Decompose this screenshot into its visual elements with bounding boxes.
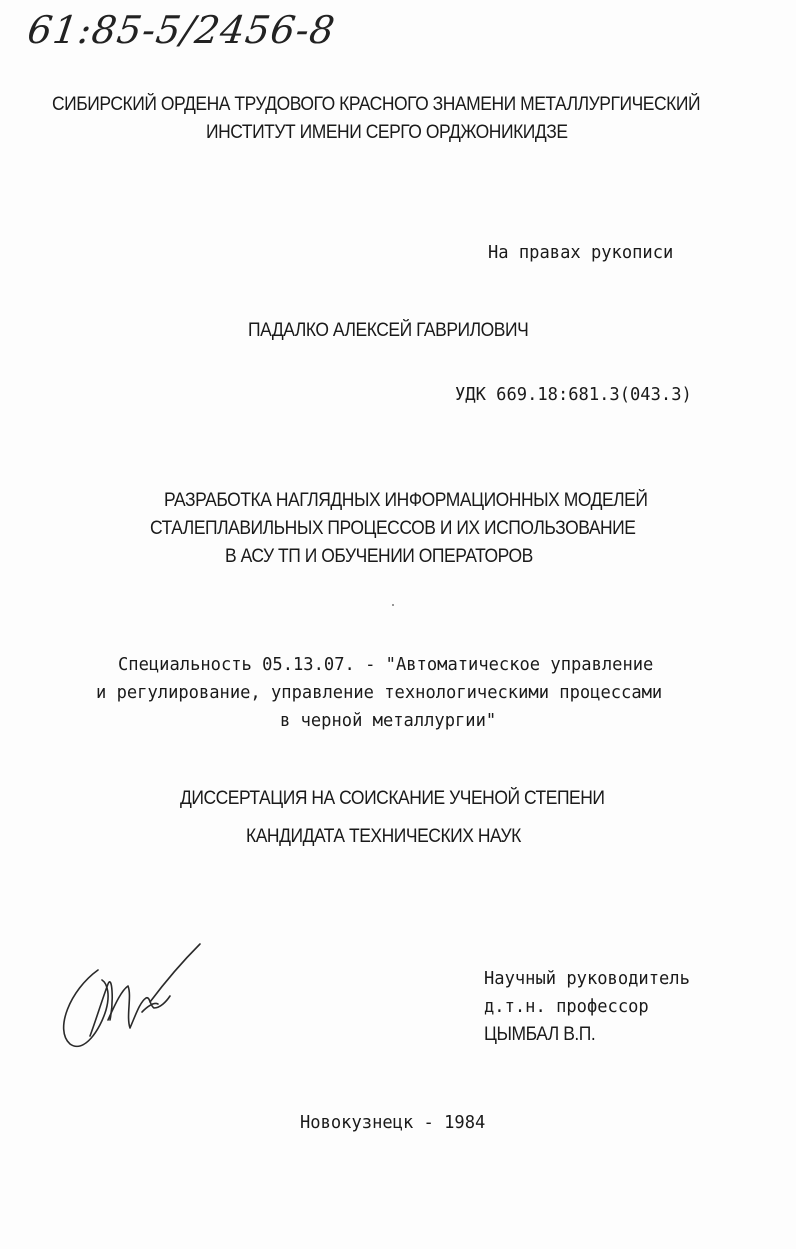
udc-code: УДК 669.18:681.3(043.3): [455, 384, 692, 405]
signature-scribble: [50, 940, 220, 1060]
title-line-3: В АСУ ТП И ОБУЧЕНИИ ОПЕРАТОРОВ: [225, 546, 533, 567]
title-line-1: РАЗРАБОТКА НАГЛЯДНЫХ ИНФОРМАЦИОННЫХ МОДЕЛЕЙ: [164, 490, 648, 511]
speck: [392, 604, 394, 606]
degree-line-2: КАНДИДАТА ТЕХНИЧЕСКИХ НАУК: [246, 826, 521, 847]
supervisor-name: ЦЫМБАЛ В.П.: [484, 1024, 596, 1045]
author-name: ПАДАЛКО АЛЕКСЕЙ ГАВРИЛОВИЧ: [248, 320, 529, 341]
specialty-line-1: Специальность 05.13.07. - "Автоматическое управление: [118, 654, 654, 675]
manuscript-note: На правах рукописи: [488, 242, 674, 263]
institute-line-1: СИБИРСКИЙ ОРДЕНА ТРУДОВОГО КРАСНОГО ЗНАМЕНИ МЕТАЛЛУРГИЧЕСКИЙ: [52, 94, 701, 115]
supervisor-role: Научный руководитель: [484, 968, 690, 989]
supervisor-degree: д.т.н. профессор: [484, 996, 649, 1017]
specialty-line-2: и регулирование, управление технологическими процессами: [96, 682, 663, 703]
title-line-2: СТАЛЕПЛАВИЛЬНЫХ ПРОЦЕССОВ И ИХ ИСПОЛЬЗОВАНИЕ: [150, 518, 636, 539]
archive-code-handwritten: 61:85-5/2456-8: [24, 8, 339, 52]
institute-line-2: ИНСТИТУТ ИМЕНИ СЕРГО ОРДЖОНИКИДЗЕ: [206, 122, 568, 143]
degree-line-1: ДИССЕРТАЦИЯ НА СОИСКАНИЕ УЧЕНОЙ СТЕПЕНИ: [180, 788, 605, 809]
specialty-line-3: в черной металлургии": [280, 710, 497, 731]
place-year: Новокузнецк - 1984: [300, 1112, 486, 1133]
